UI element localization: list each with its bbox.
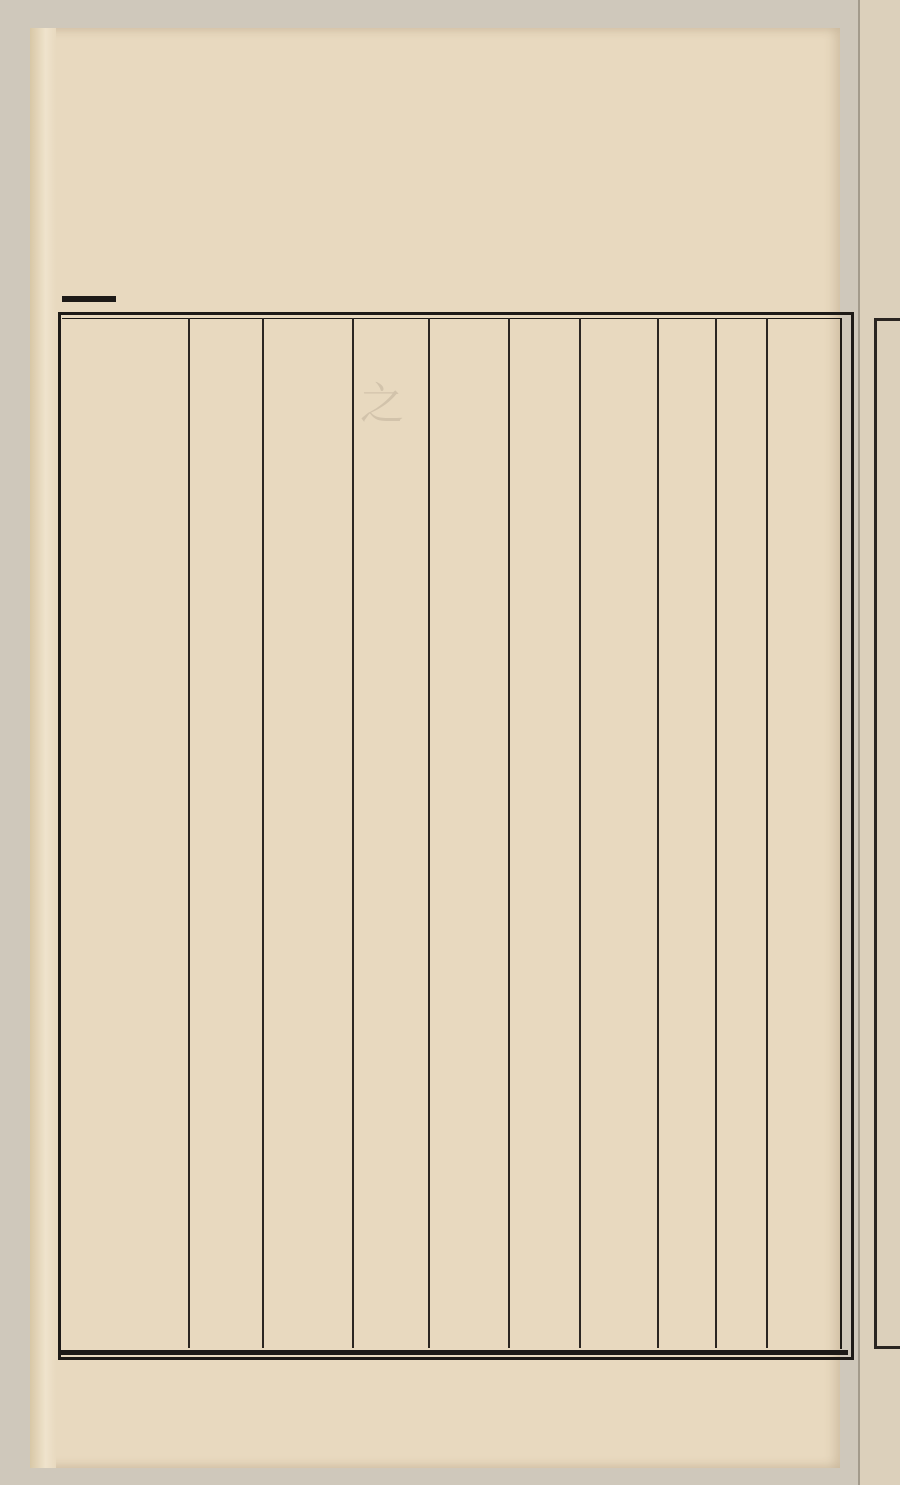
text-column-2 xyxy=(684,326,740,826)
column-rule xyxy=(352,318,354,1348)
column-rule xyxy=(657,318,659,1348)
column-rule xyxy=(428,318,430,1348)
fish-tail-mark xyxy=(62,296,116,302)
column-rule xyxy=(766,318,768,1348)
bleed-through-text: 之 xyxy=(352,380,403,432)
column-rule xyxy=(262,318,264,1348)
column-rule xyxy=(188,318,190,1348)
page-edge xyxy=(30,28,56,1468)
bottom-border xyxy=(58,1350,848,1355)
column-rule xyxy=(508,318,510,1348)
facing-page-frame xyxy=(874,318,900,1349)
column-rule xyxy=(579,318,581,1348)
